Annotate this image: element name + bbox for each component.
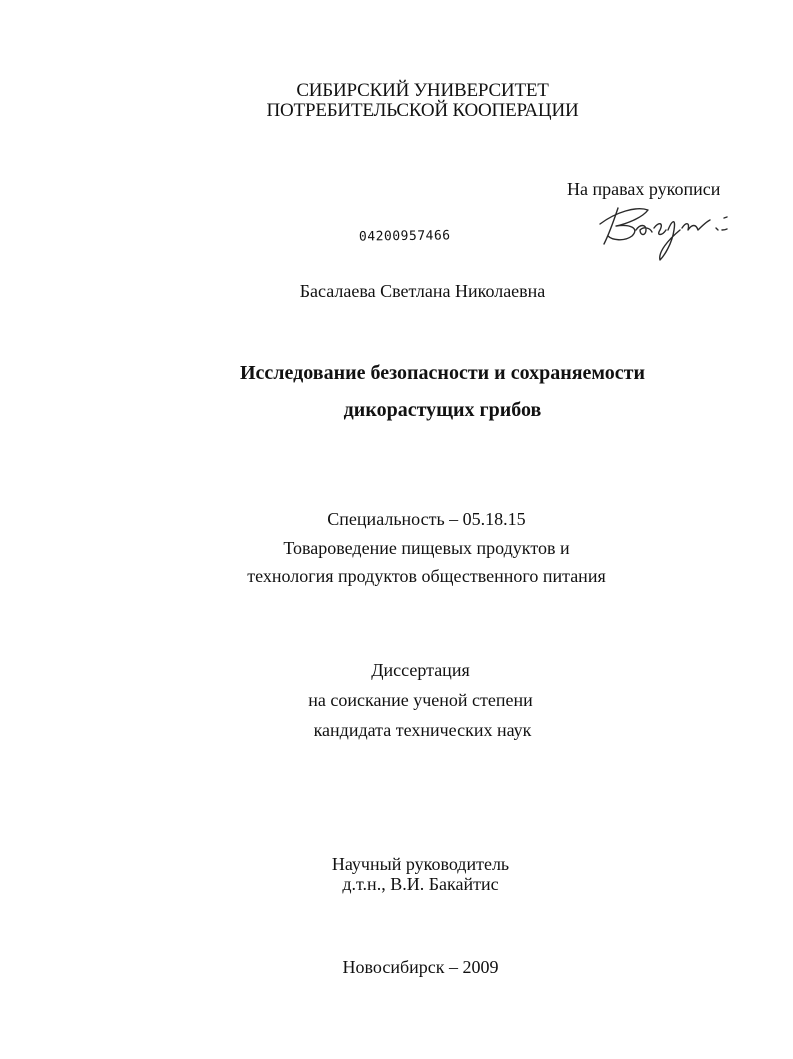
university-name-line1: СИБИРСКИЙ УНИВЕРСИТЕТ — [296, 80, 549, 101]
rights-note: На правах рукописи — [567, 179, 721, 199]
dissertation-title-line2: дикорастущих грибов — [343, 399, 542, 421]
supervisor-name: д.т.н., В.И. Бакайтис — [342, 874, 499, 894]
specialty-code: Специальность – 05.18.15 — [327, 509, 526, 529]
signature-icon — [596, 200, 736, 262]
university-name-line2: ПОТРЕБИТЕЛЬСКОЙ КООПЕРАЦИИ — [266, 100, 579, 121]
author-name: Басалаева Светлана Николаевна — [299, 281, 546, 301]
dissertation-title-line1: Исследование безопасности и сохраняемости — [240, 362, 645, 384]
specialty-name-line2: технология продуктов общественного питания — [247, 566, 606, 586]
supervisor-label: Научный руководитель — [331, 854, 510, 874]
degree-purpose: на соискание ученой степени — [308, 690, 533, 710]
degree-name: кандидата технических наук — [313, 720, 532, 740]
document-type: Диссертация — [371, 660, 470, 680]
catalog-code: 04200957466 — [358, 228, 451, 245]
city-year: Новосибирск – 2009 — [342, 957, 499, 977]
specialty-name-line1: Товароведение пищевых продуктов и — [283, 538, 570, 558]
